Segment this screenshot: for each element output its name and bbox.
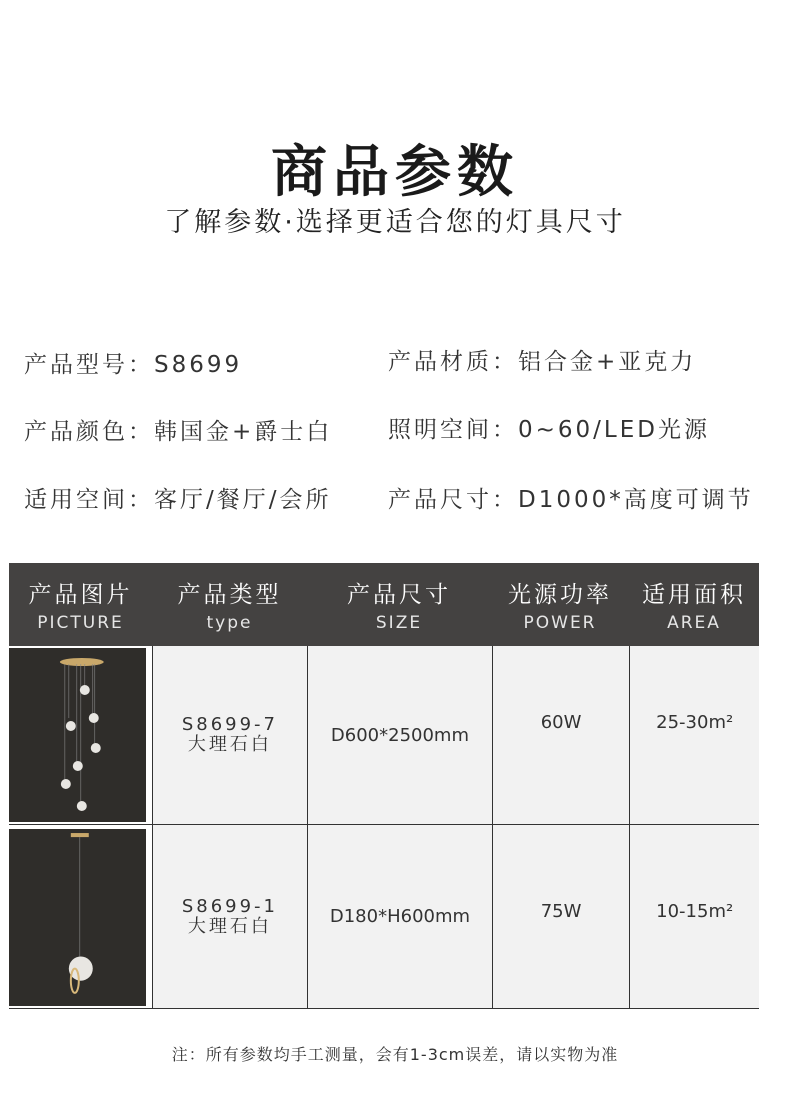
table-header [9,563,759,646]
table-row [9,825,759,1009]
product-image-s8699-7 [9,648,146,822]
product-finish: 大理石白 [187,734,272,755]
header-sublabel: type [206,613,253,633]
header-area [629,563,759,646]
header-sublabel: SIZE [375,613,423,633]
spec-color: 产品颜色：韩国金+爵士白 [24,419,333,445]
spec-material: 产品材质：铝合金+亚克力 [388,349,697,375]
spec-table [9,563,759,1009]
table-row [9,646,759,825]
product-type-cell [152,825,308,1008]
product-size: D180*H600mm [307,825,492,1008]
header-size [307,563,491,646]
header-label: 产品图片 [28,582,133,608]
product-picture-cell [9,646,152,824]
spec-lighting: 照明空间：0~60/LED光源 [388,417,710,443]
product-power: 60W [492,646,630,824]
product-model: S8699-7 [181,714,278,735]
spec-space: 适用空间：客厅/餐厅/会所 [24,487,332,513]
header-power [491,563,629,646]
header-label: 产品尺寸 [347,582,451,608]
product-size: D600*2500mm [307,646,492,824]
spec-size: 产品尺寸：D1000*高度可调节 [388,487,754,513]
product-area: 10-15m² [629,825,759,1008]
product-type-cell [152,646,308,824]
header-label: 光源功率 [508,582,612,608]
header-sublabel: POWER [523,613,597,633]
header-label: 适用面积 [642,582,746,608]
header-label: 产品类型 [177,582,282,608]
product-area: 25-30m² [629,646,759,824]
spec-model: 产品型号：S8699 [24,352,243,378]
page-subtitle: 了解参数·选择更适合您的灯具尺寸 [164,207,626,238]
header-sublabel: PICTURE [37,613,124,633]
product-model: S8699-1 [181,895,278,917]
page-title: 商品参数 [271,140,519,205]
product-image-s8699-1 [9,829,146,1006]
header-sublabel: AREA [667,613,721,633]
product-picture-cell [9,825,152,1008]
header-type [152,563,307,646]
product-power: 75W [492,825,630,1008]
product-finish: 大理石白 [187,915,272,937]
header-picture [9,563,152,646]
measurement-note: 注：所有参数均手工测量，会有1-3cm误差，请以实物为准 [171,1045,619,1064]
